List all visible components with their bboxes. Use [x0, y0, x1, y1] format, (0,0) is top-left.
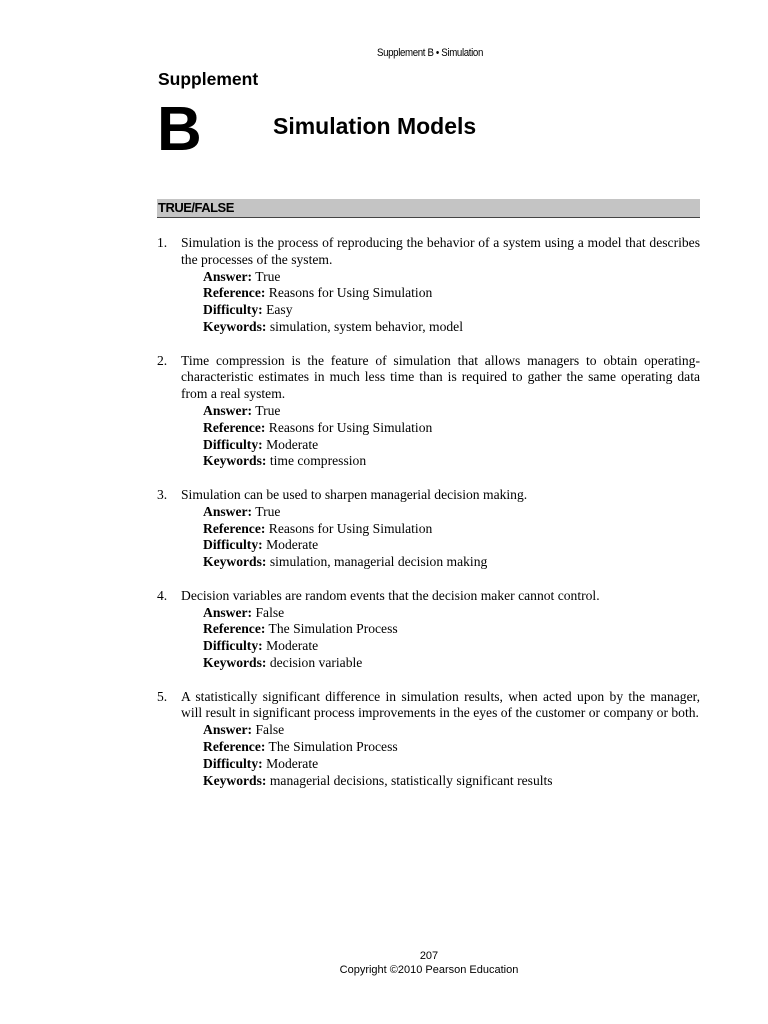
question-item-3	[157, 487, 700, 571]
answer-value: True	[255, 402, 281, 418]
difficulty-label: Difficulty:	[203, 638, 263, 654]
answer-line	[181, 269, 700, 286]
running-head: Supplement B • Simulation	[377, 47, 483, 59]
reference-value: Reasons for Using Simulation	[268, 285, 433, 301]
keywords-value: managerial decisions, statistically significant results	[269, 772, 553, 788]
keywords-line	[181, 554, 700, 571]
question-text: Simulation can be used to sharpen managerial decision making.	[181, 486, 528, 502]
keywords-line	[181, 319, 700, 336]
keywords-value: decision variable	[269, 654, 363, 670]
copyright-notice: Copyright ©2010 Pearson Education	[339, 964, 519, 976]
question-item-2	[157, 353, 700, 471]
question-text: Decision variables are random events that the decision maker cannot control.	[181, 587, 600, 603]
answer-label: Answer:	[203, 503, 253, 519]
reference-line	[181, 285, 700, 302]
keywords-value: simulation, system behavior, model	[269, 318, 463, 334]
question-item-4	[157, 588, 700, 672]
answer-line	[181, 605, 700, 622]
answer-label: Answer:	[203, 722, 253, 738]
difficulty-value: Moderate	[266, 638, 319, 654]
section-heading: TRUE/FALSE	[158, 200, 234, 215]
answer-label: Answer:	[203, 604, 253, 620]
question-item-1	[157, 235, 700, 336]
answer-label: Answer:	[203, 268, 253, 284]
reference-value: Reasons for Using Simulation	[268, 520, 433, 536]
difficulty-value: Easy	[266, 302, 293, 318]
keywords-line	[181, 655, 700, 672]
difficulty-line	[181, 537, 700, 554]
difficulty-value: Moderate	[266, 755, 319, 771]
answer-value: False	[255, 722, 285, 738]
answer-value: True	[255, 503, 281, 519]
question-text: Time compression is the feature of simulation that allows managers to obtain operating-characteristic estimates in much less time than is required to gather the same operating data from a real system.	[181, 352, 700, 402]
keywords-value: simulation, managerial decision making	[269, 554, 488, 570]
question-item-5	[157, 689, 700, 790]
keywords-line	[181, 773, 700, 790]
question-number: 4.	[157, 587, 168, 603]
question-number: 1.	[157, 235, 168, 250]
chapter-title: Simulation Models	[273, 113, 477, 139]
difficulty-value: Moderate	[266, 537, 319, 553]
answer-label: Answer:	[203, 402, 253, 418]
question-list	[157, 235, 700, 806]
difficulty-label: Difficulty:	[203, 302, 263, 318]
reference-label: Reference:	[203, 520, 266, 536]
question-number: 2.	[157, 352, 168, 368]
reference-label: Reference:	[203, 621, 266, 637]
reference-label: Reference:	[203, 738, 266, 754]
answer-line	[181, 504, 700, 521]
reference-value: The Simulation Process	[268, 621, 398, 637]
difficulty-label: Difficulty:	[203, 436, 263, 452]
question-number: 5.	[157, 688, 168, 704]
answer-line	[181, 403, 700, 420]
reference-label: Reference:	[203, 285, 266, 301]
difficulty-line	[181, 437, 700, 454]
page-number: 207	[419, 950, 439, 962]
reference-line	[181, 621, 700, 638]
difficulty-label: Difficulty:	[203, 537, 263, 553]
answer-line	[181, 722, 700, 739]
keywords-line	[181, 453, 700, 470]
supplement-label: Supplement	[158, 69, 259, 89]
question-number: 3.	[157, 486, 168, 502]
keywords-label: Keywords:	[203, 654, 267, 670]
reference-label: Reference:	[203, 419, 266, 435]
reference-line	[181, 739, 700, 756]
keywords-label: Keywords:	[203, 772, 267, 788]
supplement-letter: B	[157, 95, 202, 164]
reference-value: The Simulation Process	[268, 738, 398, 754]
question-text: Simulation is the process of reproducing the behavior of a system using a model that describes the processes of the system.	[181, 235, 700, 267]
answer-value: False	[255, 604, 285, 620]
difficulty-value: Moderate	[266, 436, 319, 452]
difficulty-line	[181, 302, 700, 319]
keywords-label: Keywords:	[203, 554, 267, 570]
reference-line	[181, 521, 700, 538]
keywords-label: Keywords:	[203, 318, 267, 334]
keywords-value: time compression	[269, 453, 367, 469]
answer-value: True	[255, 268, 281, 284]
difficulty-line	[181, 756, 700, 773]
section-heading-bar	[157, 199, 700, 218]
reference-value: Reasons for Using Simulation	[268, 419, 433, 435]
difficulty-label: Difficulty:	[203, 755, 263, 771]
difficulty-line	[181, 638, 700, 655]
reference-line	[181, 420, 700, 437]
keywords-label: Keywords:	[203, 453, 267, 469]
question-text: A statistically significant difference in simulation results, when acted upon by the manager, will result in significant process improvements in the eyes of the customer or company or both.	[181, 688, 700, 721]
